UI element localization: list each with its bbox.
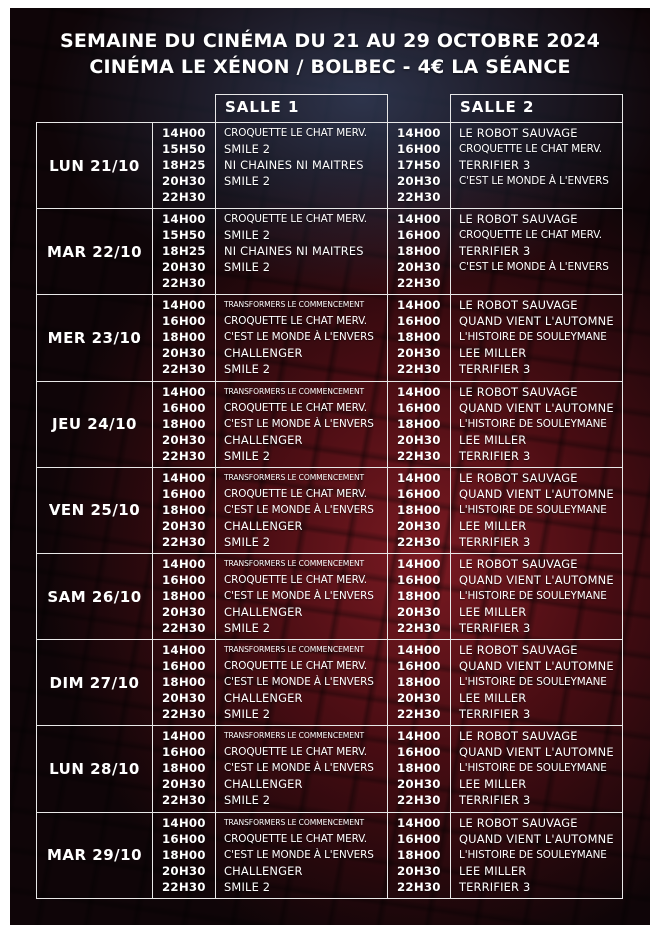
showtime: 16H00 bbox=[397, 486, 441, 501]
salle1-films bbox=[215, 381, 388, 468]
film-title: TRANSFORMERS LE COMMENCEMENT bbox=[224, 559, 365, 568]
film-title: LE ROBOT SAUVAGE bbox=[459, 212, 578, 227]
showtime: 22H30 bbox=[162, 621, 206, 635]
showtime: 18H00 bbox=[397, 502, 441, 517]
showtime: 22H30 bbox=[397, 276, 441, 291]
showtime: 18H25 bbox=[162, 158, 206, 172]
film-title: TERRIFIER 3 bbox=[459, 158, 531, 172]
cinema-poster bbox=[10, 8, 650, 925]
salle-2-header: SALLE 2 bbox=[450, 94, 623, 123]
showtime: 16H00 bbox=[162, 486, 206, 501]
film-title: SMILE 2 bbox=[224, 228, 271, 243]
showtime: 14H00 bbox=[397, 298, 441, 313]
showtime: 22H30 bbox=[397, 879, 441, 894]
day-label: LUN 28/10 bbox=[36, 725, 153, 812]
film-title: CHALLENGER bbox=[224, 432, 303, 447]
salle1-films bbox=[215, 812, 388, 899]
showtime: 16H00 bbox=[397, 314, 441, 329]
film-title: QUAND VIENT L'AUTOMNE bbox=[459, 659, 614, 674]
showtime: 20H30 bbox=[162, 777, 206, 792]
salle2-films bbox=[450, 122, 623, 209]
film-title: L'HISTOIRE DE SOULEYMANE bbox=[459, 503, 607, 516]
film-title: QUAND VIENT L'AUTOMNE bbox=[459, 573, 614, 587]
film-title: TRANSFORMERS LE COMMENCEMENT bbox=[224, 817, 365, 827]
film-title: C'EST LE MONDE À L'ENVERS bbox=[224, 848, 374, 861]
showtime: 18H00 bbox=[162, 761, 206, 776]
film-title: CHALLENGER bbox=[224, 605, 303, 619]
film-title: TERRIFIER 3 bbox=[459, 362, 531, 377]
showtime: 22H30 bbox=[397, 621, 441, 635]
film-title: C'EST LE MONDE À L'ENVERS bbox=[459, 261, 609, 274]
salle1-films bbox=[215, 294, 388, 381]
showtime: 16H00 bbox=[397, 659, 441, 674]
showtime: 14H00 bbox=[162, 470, 206, 485]
showtime: 22H30 bbox=[162, 276, 206, 291]
film-title: LE ROBOT SAUVAGE bbox=[459, 557, 578, 571]
showtime: 20H30 bbox=[162, 174, 206, 188]
showtime: 16H00 bbox=[397, 142, 441, 156]
salle2-times bbox=[387, 639, 451, 726]
showtime: 18H00 bbox=[162, 502, 206, 517]
salle1-films bbox=[215, 639, 388, 726]
showtime: 14H00 bbox=[162, 298, 206, 313]
showtime: 22H30 bbox=[162, 448, 206, 463]
film-title: L'HISTOIRE DE SOULEYMANE bbox=[459, 331, 607, 344]
salle2-films bbox=[450, 725, 623, 812]
poster-title-week: SEMAINE DU CINÉMA DU 21 AU 29 OCTOBRE 2024 bbox=[59, 30, 601, 52]
showtime: 22H30 bbox=[397, 793, 441, 808]
showtime: 18H00 bbox=[397, 847, 441, 862]
film-title: C'EST LE MONDE À L'ENVERS bbox=[224, 331, 374, 344]
showtime: 22H30 bbox=[162, 707, 206, 722]
film-title: QUAND VIENT L'AUTOMNE bbox=[459, 486, 614, 501]
day-label: SAM 26/10 bbox=[36, 553, 153, 640]
salle1-times bbox=[152, 725, 216, 812]
film-title: LEE MILLER bbox=[459, 691, 527, 706]
showtime: 22H30 bbox=[162, 793, 206, 808]
film-title: LE ROBOT SAUVAGE bbox=[459, 729, 578, 744]
showtime: 14H00 bbox=[162, 384, 206, 399]
showtime: 20H30 bbox=[397, 518, 441, 533]
showtime: 20H30 bbox=[397, 863, 441, 878]
film-title: NI CHAINES NI MAITRES bbox=[224, 244, 364, 259]
film-title: TRANSFORMERS LE COMMENCEMENT bbox=[224, 645, 365, 655]
poster-title-cinema: CINÉMA LE XÉNON / BOLBEC - 4€ LA SÉANCE bbox=[89, 56, 571, 78]
salle1-times bbox=[152, 467, 216, 554]
film-title: CROQUETTE LE CHAT MERV. bbox=[224, 401, 368, 414]
showtime: 14H00 bbox=[397, 212, 441, 227]
salle1-times bbox=[152, 294, 216, 381]
film-title: CROQUETTE LE CHAT MERV. bbox=[459, 229, 603, 242]
film-title: TERRIFIER 3 bbox=[459, 879, 531, 894]
showtime: 18H00 bbox=[397, 416, 441, 431]
showtime: 20H30 bbox=[397, 260, 441, 275]
film-title: SMILE 2 bbox=[224, 534, 271, 549]
showtime: 16H00 bbox=[162, 400, 206, 415]
film-title: C'EST LE MONDE À L'ENVERS bbox=[459, 175, 609, 187]
showtime: 17H50 bbox=[397, 158, 441, 172]
showtime: 14H00 bbox=[397, 470, 441, 485]
salle1-times bbox=[152, 639, 216, 726]
film-title: TERRIFIER 3 bbox=[459, 448, 531, 463]
film-title: CROQUETTE LE CHAT MERV. bbox=[224, 832, 368, 845]
film-title: LE ROBOT SAUVAGE bbox=[459, 384, 578, 399]
showtime: 16H00 bbox=[162, 831, 206, 846]
film-title: QUAND VIENT L'AUTOMNE bbox=[459, 831, 614, 846]
showtime: 18H00 bbox=[162, 416, 206, 431]
salle2-times bbox=[387, 812, 451, 899]
film-title: CHALLENGER bbox=[224, 691, 303, 706]
showtime: 16H00 bbox=[397, 745, 441, 760]
showtime: 14H00 bbox=[397, 815, 441, 830]
showtime: 15H50 bbox=[162, 142, 206, 156]
showtime: 22H30 bbox=[397, 534, 441, 549]
film-title: LE ROBOT SAUVAGE bbox=[459, 298, 578, 313]
salle1-times bbox=[152, 812, 216, 899]
film-title: LE ROBOT SAUVAGE bbox=[459, 470, 578, 485]
day-label: LUN 21/10 bbox=[36, 122, 153, 209]
showtime: 20H30 bbox=[397, 174, 441, 188]
salle2-times bbox=[387, 208, 451, 295]
showtime: 18H00 bbox=[397, 675, 441, 690]
showtime: 20H30 bbox=[162, 605, 206, 619]
film-title: SMILE 2 bbox=[224, 260, 271, 275]
film-title: CROQUETTE LE CHAT MERV. bbox=[224, 660, 368, 673]
showtime: 18H00 bbox=[162, 847, 206, 862]
film-title: CROQUETTE LE CHAT MERV. bbox=[224, 746, 368, 759]
showtime: 14H00 bbox=[162, 729, 206, 744]
showtime: 22H30 bbox=[162, 190, 206, 204]
showtime: 16H00 bbox=[397, 831, 441, 846]
showtime: 14H00 bbox=[397, 126, 441, 140]
showtime: 18H00 bbox=[397, 589, 441, 603]
day-label: VEN 25/10 bbox=[36, 467, 153, 554]
showtime: 22H30 bbox=[397, 448, 441, 463]
showtime: 18H00 bbox=[397, 761, 441, 776]
salle2-times bbox=[387, 294, 451, 381]
film-title: C'EST LE MONDE À L'ENVERS bbox=[224, 417, 374, 430]
showtime: 20H30 bbox=[397, 346, 441, 361]
salle2-times bbox=[387, 381, 451, 468]
schedule-table bbox=[10, 8, 650, 925]
showtime: 14H00 bbox=[397, 557, 441, 571]
showtime: 18H00 bbox=[162, 589, 206, 603]
salle1-films bbox=[215, 122, 388, 209]
film-title: SMILE 2 bbox=[224, 448, 271, 463]
film-title: LEE MILLER bbox=[459, 346, 527, 361]
showtime: 20H30 bbox=[397, 605, 441, 619]
showtime: 14H00 bbox=[162, 212, 206, 227]
film-title: C'EST LE MONDE À L'ENVERS bbox=[224, 590, 374, 602]
film-title: TERRIFIER 3 bbox=[459, 244, 531, 259]
showtime: 15H50 bbox=[162, 228, 206, 243]
salle1-times bbox=[152, 553, 216, 640]
showtime: 18H25 bbox=[162, 244, 206, 259]
salle1-films bbox=[215, 553, 388, 640]
film-title: LEE MILLER bbox=[459, 863, 527, 878]
showtime: 16H00 bbox=[397, 400, 441, 415]
film-title: L'HISTOIRE DE SOULEYMANE bbox=[459, 848, 607, 861]
showtime: 14H00 bbox=[397, 729, 441, 744]
film-title: SMILE 2 bbox=[224, 362, 271, 377]
film-title: QUAND VIENT L'AUTOMNE bbox=[459, 314, 614, 329]
salle2-films bbox=[450, 812, 623, 899]
day-label: MER 23/10 bbox=[36, 294, 153, 381]
salle2-times bbox=[387, 553, 451, 640]
showtime: 18H00 bbox=[397, 244, 441, 259]
film-title: C'EST LE MONDE À L'ENVERS bbox=[224, 762, 374, 775]
showtime: 16H00 bbox=[162, 745, 206, 760]
film-title: LEE MILLER bbox=[459, 777, 527, 792]
film-title: L'HISTOIRE DE SOULEYMANE bbox=[459, 590, 607, 602]
film-title: TERRIFIER 3 bbox=[459, 793, 531, 808]
salle1-films bbox=[215, 208, 388, 295]
film-title: CROQUETTE LE CHAT MERV. bbox=[224, 213, 368, 226]
film-title: TRANSFORMERS LE COMMENCEMENT bbox=[224, 472, 365, 482]
showtime: 20H30 bbox=[162, 863, 206, 878]
film-title: SMILE 2 bbox=[224, 174, 271, 188]
salle2-films bbox=[450, 381, 623, 468]
film-title: SMILE 2 bbox=[224, 879, 271, 894]
showtime: 18H00 bbox=[162, 330, 206, 345]
film-title: L'HISTOIRE DE SOULEYMANE bbox=[459, 676, 607, 689]
showtime: 20H30 bbox=[162, 691, 206, 706]
showtime: 14H00 bbox=[397, 643, 441, 658]
showtime: 14H00 bbox=[397, 384, 441, 399]
film-title: CROQUETTE LE CHAT MERV. bbox=[224, 487, 368, 500]
showtime: 18H00 bbox=[162, 675, 206, 690]
film-title: LE ROBOT SAUVAGE bbox=[459, 643, 578, 658]
film-title: L'HISTOIRE DE SOULEYMANE bbox=[459, 417, 607, 430]
showtime: 16H00 bbox=[397, 228, 441, 243]
salle2-films bbox=[450, 639, 623, 726]
film-title: LE ROBOT SAUVAGE bbox=[459, 815, 578, 830]
day-label: DIM 27/10 bbox=[36, 639, 153, 726]
showtime: 20H30 bbox=[397, 432, 441, 447]
showtime: 16H00 bbox=[162, 314, 206, 329]
showtime: 20H30 bbox=[162, 346, 206, 361]
salle2-films bbox=[450, 294, 623, 381]
showtime: 20H30 bbox=[162, 518, 206, 533]
showtime: 22H30 bbox=[397, 190, 441, 204]
showtime: 18H00 bbox=[397, 330, 441, 345]
film-title: LE ROBOT SAUVAGE bbox=[459, 126, 578, 140]
film-title: QUAND VIENT L'AUTOMNE bbox=[459, 745, 614, 760]
film-title: CROQUETTE LE CHAT MERV. bbox=[459, 143, 603, 155]
salle1-films bbox=[215, 467, 388, 554]
salle1-times bbox=[152, 122, 216, 209]
film-title: TERRIFIER 3 bbox=[459, 621, 531, 635]
salle-1-header: SALLE 1 bbox=[215, 94, 388, 123]
showtime: 22H30 bbox=[397, 707, 441, 722]
showtime: 20H30 bbox=[397, 777, 441, 792]
film-title: CHALLENGER bbox=[224, 518, 303, 533]
film-title: LEE MILLER bbox=[459, 432, 527, 447]
film-title: QUAND VIENT L'AUTOMNE bbox=[459, 400, 614, 415]
salle2-films bbox=[450, 467, 623, 554]
film-title: NI CHAINES NI MAITRES bbox=[224, 158, 364, 172]
film-title: C'EST LE MONDE À L'ENVERS bbox=[224, 676, 374, 689]
showtime: 14H00 bbox=[162, 126, 206, 140]
film-title: CHALLENGER bbox=[224, 863, 303, 878]
showtime: 16H00 bbox=[397, 573, 441, 587]
showtime: 20H30 bbox=[162, 260, 206, 275]
showtime: 22H30 bbox=[162, 534, 206, 549]
salle2-times bbox=[387, 122, 451, 209]
film-title: SMILE 2 bbox=[224, 142, 271, 156]
film-title: SMILE 2 bbox=[224, 793, 271, 808]
film-title: CROQUETTE LE CHAT MERV. bbox=[224, 127, 368, 139]
day-label: MAR 29/10 bbox=[36, 812, 153, 899]
showtime: 20H30 bbox=[397, 691, 441, 706]
film-title: TERRIFIER 3 bbox=[459, 707, 531, 722]
salle2-times bbox=[387, 467, 451, 554]
showtime: 22H30 bbox=[397, 362, 441, 377]
showtime: 14H00 bbox=[162, 557, 206, 571]
salle1-times bbox=[152, 381, 216, 468]
showtime: 22H30 bbox=[162, 879, 206, 894]
film-title: SMILE 2 bbox=[224, 707, 271, 722]
film-title: TRANSFORMERS LE COMMENCEMENT bbox=[224, 300, 365, 310]
film-title: C'EST LE MONDE À L'ENVERS bbox=[224, 503, 374, 516]
showtime: 14H00 bbox=[162, 643, 206, 658]
film-title: CHALLENGER bbox=[224, 346, 303, 361]
film-title: LEE MILLER bbox=[459, 605, 527, 619]
salle1-times bbox=[152, 208, 216, 295]
salle2-films bbox=[450, 553, 623, 640]
film-title: L'HISTOIRE DE SOULEYMANE bbox=[459, 762, 607, 775]
showtime: 22H30 bbox=[162, 362, 206, 377]
film-title: TRANSFORMERS LE COMMENCEMENT bbox=[224, 386, 365, 396]
showtime: 20H30 bbox=[162, 432, 206, 447]
showtime: 16H00 bbox=[162, 573, 206, 587]
showtime: 14H00 bbox=[162, 815, 206, 830]
film-title: CROQUETTE LE CHAT MERV. bbox=[224, 315, 368, 328]
film-title: CHALLENGER bbox=[224, 777, 303, 792]
showtime: 16H00 bbox=[162, 659, 206, 674]
film-title: LEE MILLER bbox=[459, 518, 527, 533]
day-label: JEU 24/10 bbox=[36, 381, 153, 468]
film-title: CROQUETTE LE CHAT MERV. bbox=[224, 574, 368, 586]
film-title: TRANSFORMERS LE COMMENCEMENT bbox=[224, 731, 365, 741]
salle2-times bbox=[387, 725, 451, 812]
film-title: TERRIFIER 3 bbox=[459, 534, 531, 549]
day-label: MAR 22/10 bbox=[36, 208, 153, 295]
film-title: SMILE 2 bbox=[224, 621, 271, 635]
salle2-films bbox=[450, 208, 623, 295]
salle1-films bbox=[215, 725, 388, 812]
